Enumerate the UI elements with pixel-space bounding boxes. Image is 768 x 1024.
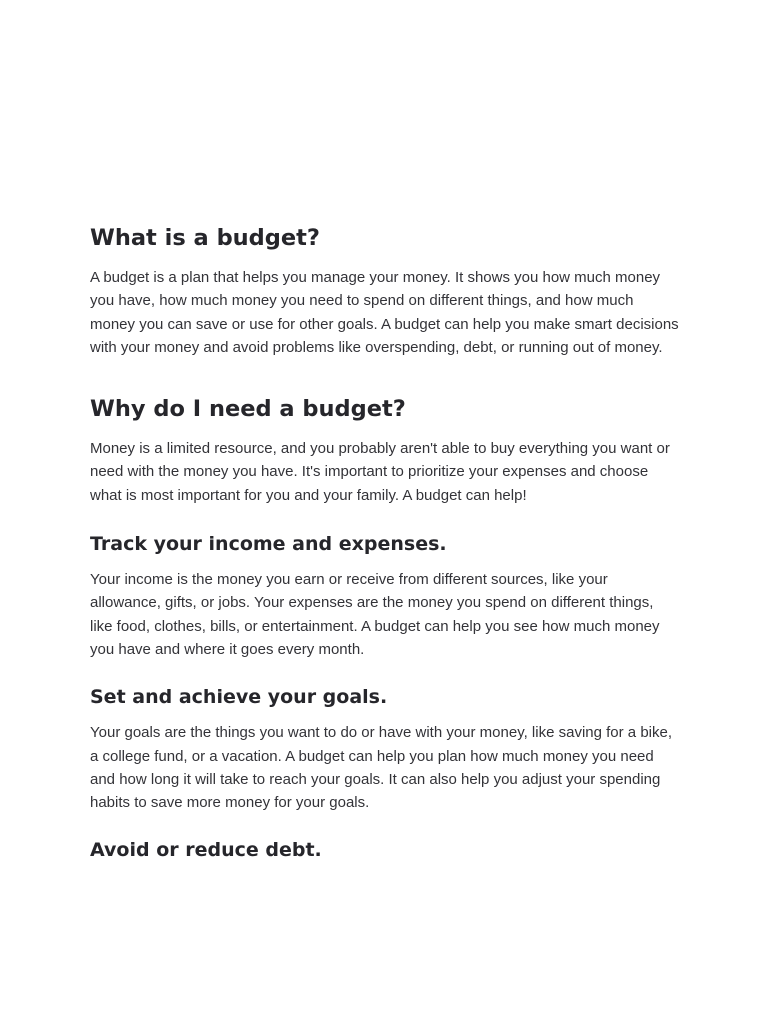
heading-what-is-a-budget: What is a budget? bbox=[90, 225, 320, 251]
paragraph-set-achieve-goals: Your goals are the things you want to do or have with your money, like saving for a bike, a college fund, or a vacation. A budget can help you plan how much money you need and how long it will take to reach your goals. It can also help you adjust your spending habits to save more money for your goals. bbox=[90, 724, 672, 812]
paragraph-track-income-expenses: Your income is the money you earn or receive from different sources, like your allowance, gifts, or jobs. Your expenses are the money you spend on different things, like food, clothes, bills, or entertainment. A budget can help you see how much money you have and where it goes every month. bbox=[90, 571, 660, 658]
heading-set-achieve-goals: Set and achieve your goals. bbox=[90, 686, 388, 709]
document-page bbox=[90, 222, 680, 874]
heading-why-do-i-need-a-budget: Why do I need a budget? bbox=[90, 396, 406, 423]
paragraph-what-is-a-budget: A budget is a plan that helps you manage your money. It shows you how much money you have, how much money you need to spend on different things, and how much money you can save or use for other goals. A budget can help you make smart decisions with your money and avoid problems like overspending, debt, or running out of money. bbox=[90, 269, 679, 356]
heading-track-income-expenses: Track your income and expenses. bbox=[90, 533, 447, 556]
paragraph-why-do-i-need-a-budget: Money is a limited resource, and you probably aren't able to buy everything you want or need with the money you have. It's important to prioritize your expenses and choose what is most important for you and your family. A budget can help! bbox=[90, 440, 670, 504]
heading-avoid-reduce-debt: Avoid or reduce debt. bbox=[90, 839, 322, 862]
